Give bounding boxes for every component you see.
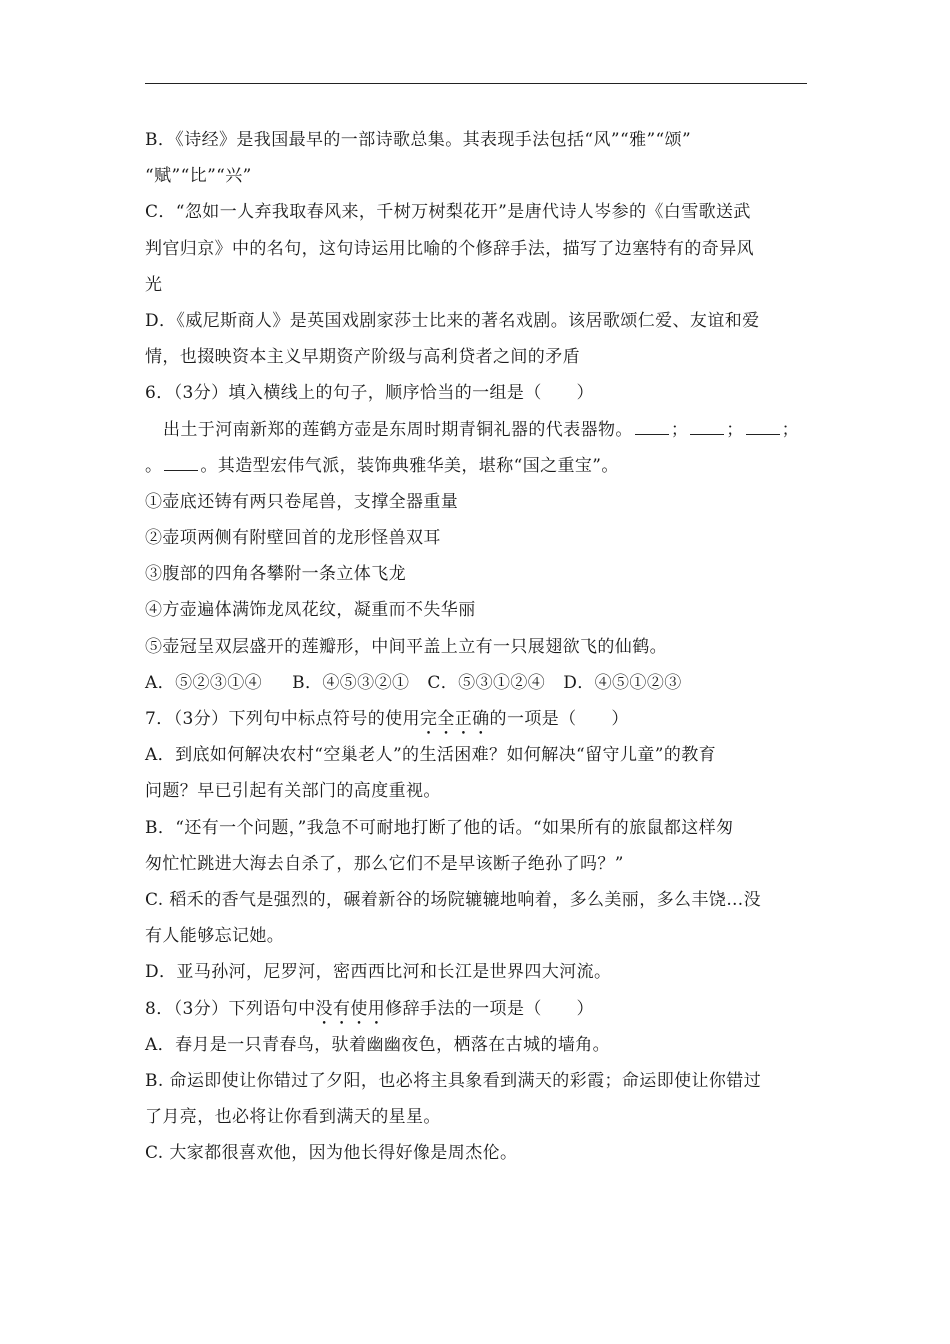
blank-1[interactable] [635,433,669,435]
q6-passage-line2 [145,448,810,484]
q7-option-a-line2: 问题？早已引起有关部门的高度重视。 [145,781,441,802]
q8-option-a-line1: A．春月是一只青春鸟，驮着幽幽夜色，栖落在古城的墙角。 [145,1034,611,1055]
q8-option-b-line1: B. 命运即使让你错过了夕阳，也必将主具象看到满天的彩霞；命运即使让你错过 [145,1070,762,1091]
document-body [145,122,810,1171]
q5-option-c-line3: 光 [145,274,163,295]
q8-option-c-line1: C. 大家都很喜欢他，因为他长得好像是周杰伦。 [145,1143,518,1164]
q6-item-1: ①壶底还铸有两只卷尾兽，支撑全器重量 [145,491,459,512]
q8-stem-emphasis: 没有使用 [315,998,386,1019]
q5-option-b-line2: “赋”“比”“兴” [145,166,252,187]
q6-passage-text: 出土于河南新郑的莲鹤方壶是东周时期青铜礼器的代表器物。 [163,419,633,440]
q6-passage-start: 。 [145,455,163,476]
q6-option-a[interactable]: A．⑤②③①④ [145,672,263,693]
q5-option-d-line2: 情，也掇映资本主义早期资产阶级与高利贷者之间的矛盾 [145,347,580,368]
q8-stem [145,991,810,1027]
q6-options [145,665,810,701]
q6-option-c[interactable]: C．⑤③①②④ [427,672,546,693]
q7-option-d-line1: D．亚马孙河，尼罗河，密西西比河和长江是世界四大河流。 [145,962,612,983]
q8-option-b-line2: 了月亮，也必将让你看到满天的星星。 [145,1107,441,1128]
q7-stem-suffix: 的一项是（ ） [489,709,629,729]
q6-passage-end: 。其造型宏伟气派，装饰典雅华美，堪称“国之重宝”。 [200,455,619,476]
q6-item-4: ④方壶遍体满饰龙凤花纹，凝重而不失华丽 [145,600,476,621]
separator: ； [670,419,689,440]
q8-stem-prefix: 8．（3分）下列语句中 [145,998,316,1019]
q7-stem [145,701,810,737]
separator: ； [781,419,800,440]
blank-4[interactable] [164,469,198,471]
q8-stem-suffix: 修辞手法的一项是（ ） [385,998,594,1019]
q7-option-b-line2: 匆忙忙跳进大海去自杀了，那么它们不是早该断子绝孙了吗？” [145,853,624,874]
q7-option-c-line2: 有人能够忘记她。 [145,926,285,947]
header-rule [145,83,807,84]
q6-item-5: ⑤壶冠呈双层盛开的莲瓣形，中间平盖上立有一只展翅欲飞的仙鹤。 [145,636,667,657]
q5-option-c-line1: C．“忽如一人弃我取春风来，千树万树梨花开”是唐代诗人岑参的《白雪歌送武 [145,202,751,223]
q6-option-b[interactable]: B．④⑤③②① [292,672,410,693]
q6-passage-line1 [145,412,810,448]
q7-option-a-line1: A．到底如何解决农村“空巢老人”的生活困难？如何解决“留守儿童”的教育 [145,745,717,766]
q7-stem-prefix: 7．（3分）下列句中标点符号的使用 [145,709,420,729]
q6-item-2: ②壶项两侧有附壁回首的龙形怪兽双耳 [145,528,441,549]
q7-stem-emphasis: 完全正确 [419,709,490,729]
q7-option-b-line1: B．“还有一个问题，”我急不可耐地打断了他的话。“如果所有的旅鼠都这样匆 [145,817,734,838]
q6-option-d[interactable]: D．④⑤①②③ [563,672,682,693]
separator: ； [726,419,744,440]
q6-item-3: ③腹部的四角各攀附一条立体飞龙 [145,564,406,585]
q5-option-c-line2: 判官归京》中的名句，这句诗运用比喻的个修辞手法，描写了边塞特有的奇异风 [145,238,754,259]
q5-option-d-line1: D．《威尼斯商人》是英国戏剧家莎士比来的著名戏剧。该居歌颂仁爱、友谊和爱 [145,310,760,331]
blank-3[interactable] [746,433,780,435]
blank-2[interactable] [690,433,724,435]
q7-option-c-line1: C. 稻禾的香气是强烈的，碾着新谷的场院辘辘地响着，多么美丽，多么丰饶…没 [145,889,762,910]
q5-option-b-line1: B．《诗经》是我国最早的一部诗歌总集。其表现手法包括“风”“雅”“颂” [145,130,692,150]
q6-stem: 6．（3分）填入横线上的句子，顺序恰当的一组是（ ） [145,383,594,404]
